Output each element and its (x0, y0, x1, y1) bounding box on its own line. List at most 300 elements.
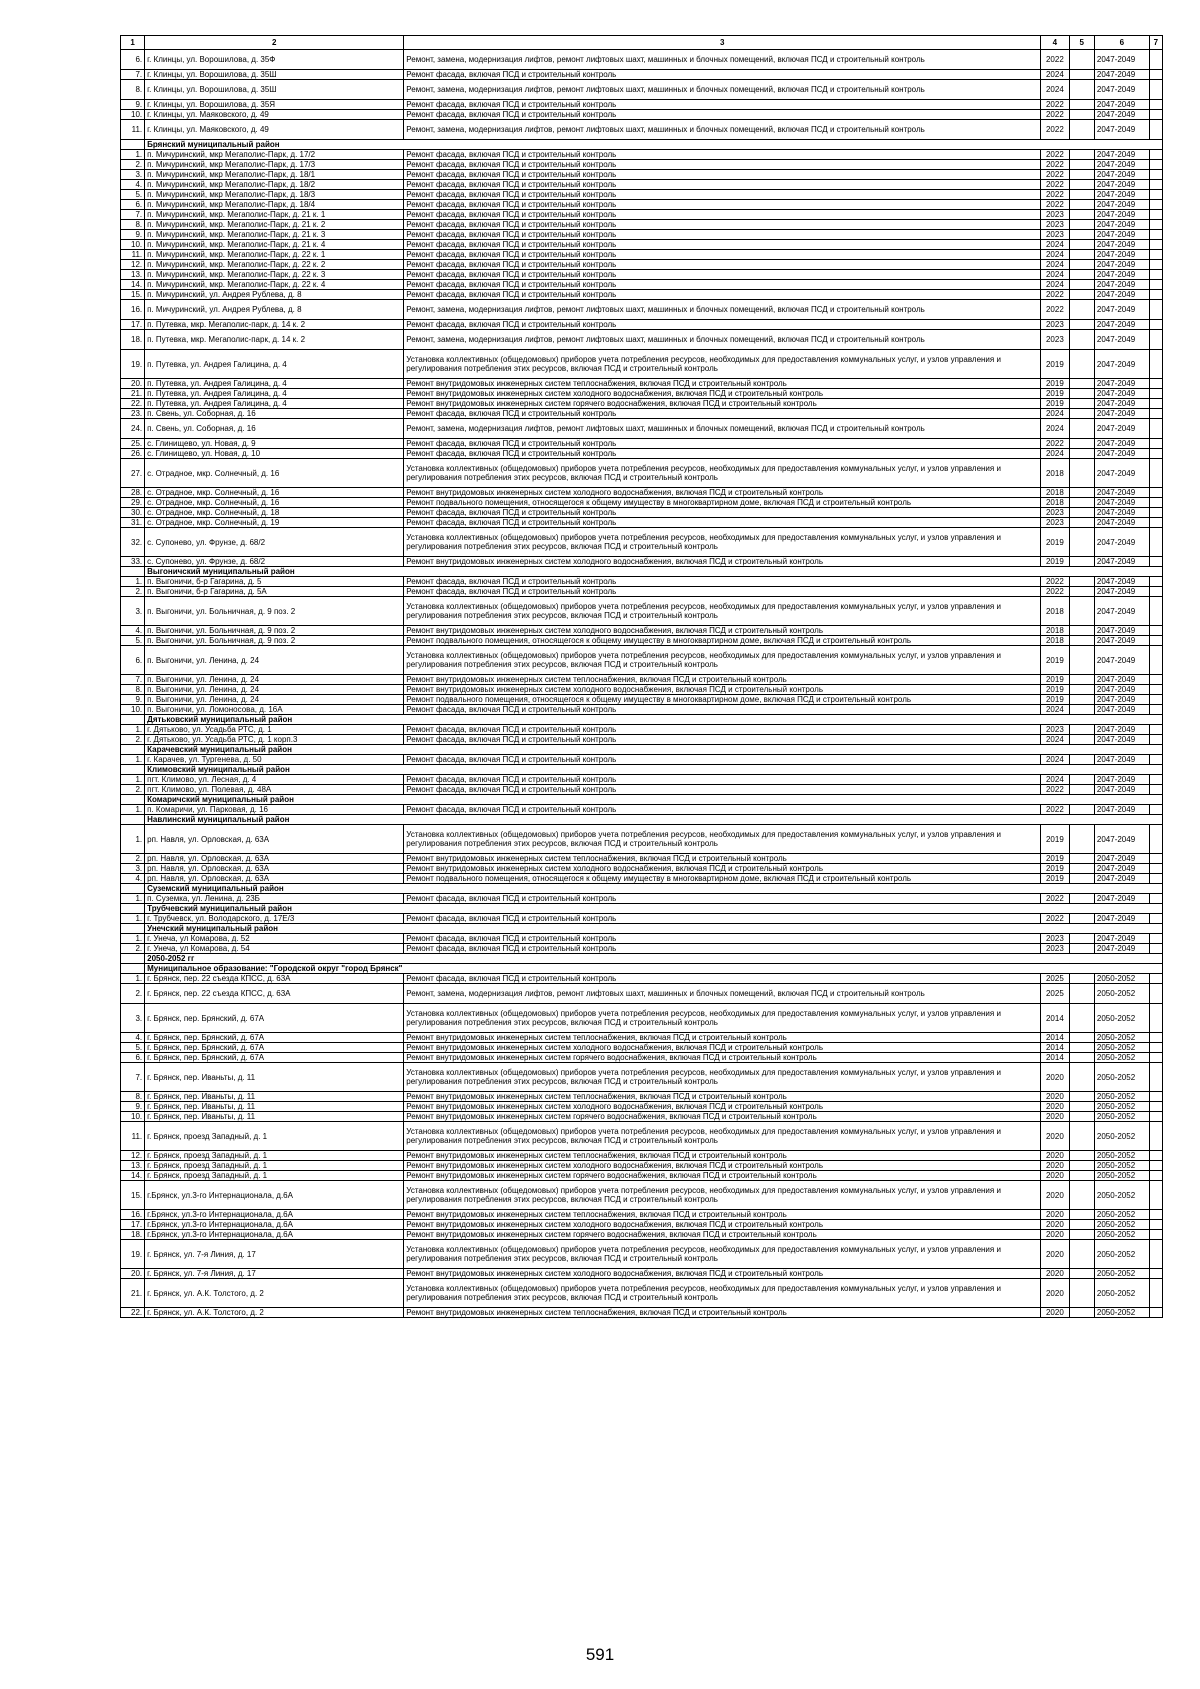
year-cell: 2018 (1041, 636, 1070, 646)
year-cell: 2019 (1041, 825, 1070, 854)
section-blank-cell (121, 765, 145, 775)
year-cell: 2023 (1041, 944, 1070, 954)
work-type-cell: Ремонт внутридомовых инженерных систем теплоснабжения, включая ПСД и строительный контроль (404, 675, 1041, 685)
blank-cell (1149, 439, 1162, 449)
blank-cell (1069, 200, 1094, 210)
blank-cell (1149, 220, 1162, 230)
section-row (121, 795, 1163, 805)
row-number: 5. (121, 1043, 145, 1053)
period-cell: 2047-2049 (1094, 854, 1149, 864)
row-number: 16. (121, 300, 145, 320)
period-cell: 2047-2049 (1094, 100, 1149, 110)
blank-cell (1149, 50, 1162, 70)
blank-cell (1149, 290, 1162, 300)
row-number: 21. (121, 1279, 145, 1308)
table-row (121, 1269, 1163, 1279)
address-cell: п. Мичуринский, ул. Андрея Рублева, д. 8 (145, 290, 404, 300)
work-type-cell: Ремонт фасада, включая ПСД и строительный контроль (404, 894, 1041, 904)
period-cell: 2047-2049 (1094, 518, 1149, 528)
address-cell: с. Супонево, ул. Фрунзе, д. 68/2 (145, 557, 404, 567)
work-type-cell: Ремонт внутридомовых инженерных систем холодного водоснабжения, включая ПСД и строительный контроль (404, 1161, 1041, 1171)
row-number: 3. (121, 597, 145, 626)
row-number: 21. (121, 389, 145, 399)
blank-cell (1069, 685, 1094, 695)
blank-cell (1149, 725, 1162, 735)
period-cell: 2047-2049 (1094, 110, 1149, 120)
period-cell: 2050-2052 (1094, 1230, 1149, 1240)
row-number: 1. (121, 914, 145, 924)
work-type-cell: Ремонт внутридомовых инженерных систем холодного водоснабжения, включая ПСД и строительный контроль (404, 488, 1041, 498)
year-cell: 2024 (1041, 755, 1070, 765)
table-row (121, 1279, 1163, 1308)
year-cell: 2024 (1041, 449, 1070, 459)
row-number: 14. (121, 1171, 145, 1181)
row-number: 19. (121, 1240, 145, 1269)
table-row (121, 379, 1163, 389)
year-cell: 2024 (1041, 240, 1070, 250)
row-number: 4. (121, 626, 145, 636)
period-cell: 2050-2052 (1094, 1210, 1149, 1220)
year-cell: 2019 (1041, 379, 1070, 389)
table-row (121, 626, 1163, 636)
year-cell: 2023 (1041, 934, 1070, 944)
year-cell: 2022 (1041, 110, 1070, 120)
address-cell: с. Отрадное, мкр. Солнечный, д. 16 (145, 488, 404, 498)
year-cell: 2024 (1041, 735, 1070, 745)
row-number: 6. (121, 1053, 145, 1063)
row-number: 5. (121, 636, 145, 646)
table-row (121, 70, 1163, 80)
blank-cell (1149, 518, 1162, 528)
row-number: 27. (121, 459, 145, 488)
year-cell: 2020 (1041, 1220, 1070, 1230)
blank-cell (1069, 439, 1094, 449)
row-number: 8. (121, 1092, 145, 1102)
blank-cell (1069, 170, 1094, 180)
section-row (121, 567, 1163, 577)
blank-cell (1069, 488, 1094, 498)
row-number: 18. (121, 330, 145, 350)
blank-cell (1069, 695, 1094, 705)
table-row (121, 685, 1163, 695)
table-row (121, 944, 1163, 954)
period-cell: 2047-2049 (1094, 914, 1149, 924)
row-number: 6. (121, 50, 145, 70)
year-cell: 2022 (1041, 120, 1070, 140)
work-type-cell: Ремонт внутридомовых инженерных систем горячего водоснабжения, включая ПСД и строительный контроль (404, 399, 1041, 409)
work-type-cell: Ремонт фасада, включая ПСД и строительный контроль (404, 974, 1041, 984)
blank-cell (1149, 1151, 1162, 1161)
table-row (121, 914, 1163, 924)
year-cell: 2022 (1041, 170, 1070, 180)
section-title: Унечский муниципальный район (145, 924, 1163, 934)
year-cell: 2024 (1041, 80, 1070, 100)
blank-cell (1069, 735, 1094, 745)
address-cell: г. Дятьково, ул. Усадьба РТС, д. 1 (145, 725, 404, 735)
period-cell: 2047-2049 (1094, 160, 1149, 170)
section-row (121, 884, 1163, 894)
period-cell: 2047-2049 (1094, 675, 1149, 685)
year-cell: 2024 (1041, 705, 1070, 715)
work-type-cell: Ремонт внутридомовых инженерных систем холодного водоснабжения, включая ПСД и строительный контроль (404, 389, 1041, 399)
blank-cell (1069, 1033, 1094, 1043)
row-number: 17. (121, 320, 145, 330)
blank-cell (1069, 854, 1094, 864)
blank-cell (1149, 528, 1162, 557)
blank-cell (1149, 854, 1162, 864)
blank-cell (1069, 825, 1094, 854)
blank-cell (1149, 100, 1162, 110)
blank-cell (1069, 1171, 1094, 1181)
table-row (121, 200, 1163, 210)
period-cell: 2047-2049 (1094, 587, 1149, 597)
table-row (121, 646, 1163, 675)
blank-cell (1149, 240, 1162, 250)
address-cell: г. Клинцы, ул. Ворошилова, д. 35Ш (145, 80, 404, 100)
address-cell: г. Клинцы, ул. Маяковского, д. 49 (145, 120, 404, 140)
period-cell: 2047-2049 (1094, 636, 1149, 646)
address-cell: п. Суземка, ул. Ленина, д. 23Б (145, 894, 404, 904)
period-cell: 2047-2049 (1094, 685, 1149, 695)
address-cell: с. Отрадное, мкр. Солнечный, д. 16 (145, 498, 404, 508)
address-cell: г.Брянск, ул.3-го Интернационала, д.6А (145, 1210, 404, 1220)
blank-cell (1069, 1004, 1094, 1033)
blank-cell (1069, 1151, 1094, 1161)
blank-cell (1069, 419, 1094, 439)
address-cell: г.Брянск, ул.3-го Интернационала, д.6А (145, 1230, 404, 1240)
table-row (121, 300, 1163, 320)
table-row (121, 50, 1163, 70)
year-cell: 2014 (1041, 1004, 1070, 1033)
address-cell: п. Мичуринский, ул. Андрея Рублева, д. 8 (145, 300, 404, 320)
period-cell: 2050-2052 (1094, 1112, 1149, 1122)
table-body (121, 50, 1163, 1318)
row-number: 2. (121, 735, 145, 745)
blank-cell (1069, 190, 1094, 200)
table-row (121, 894, 1163, 904)
blank-cell (1069, 1122, 1094, 1151)
blank-cell (1069, 775, 1094, 785)
blank-cell (1069, 230, 1094, 240)
blank-cell (1149, 557, 1162, 567)
address-cell: п. Выгоничи, б-р Гагарина, д. 5 (145, 577, 404, 587)
period-cell: 2047-2049 (1094, 894, 1149, 904)
work-type-cell: Ремонт фасада, включая ПСД и строительный контроль (404, 190, 1041, 200)
table-row (121, 974, 1163, 984)
table-row (121, 1151, 1163, 1161)
row-number: 15. (121, 1181, 145, 1210)
address-cell: рп. Навля, ул. Орловская, д. 63А (145, 864, 404, 874)
work-type-cell: Ремонт фасада, включая ПСД и строительный контроль (404, 439, 1041, 449)
table-row (121, 488, 1163, 498)
blank-cell (1069, 587, 1094, 597)
work-type-cell: Ремонт фасада, включая ПСД и строительный контроль (404, 725, 1041, 735)
table-row (121, 210, 1163, 220)
period-cell: 2047-2049 (1094, 350, 1149, 379)
year-cell: 2018 (1041, 498, 1070, 508)
header-col-1: 1 (121, 36, 145, 50)
address-cell: п. Мичуринский, мкр Мегаполис-Парк, д. 17/2 (145, 150, 404, 160)
year-cell: 2022 (1041, 150, 1070, 160)
address-cell: г. Брянск, пер. Брянский, д. 67А (145, 1004, 404, 1033)
year-cell: 2024 (1041, 775, 1070, 785)
blank-cell (1149, 170, 1162, 180)
row-number: 2. (121, 785, 145, 795)
row-number: 22. (121, 399, 145, 409)
year-cell: 2019 (1041, 854, 1070, 864)
period-cell: 2047-2049 (1094, 200, 1149, 210)
work-type-cell: Ремонт фасада, включая ПСД и строительный контроль (404, 70, 1041, 80)
blank-cell (1069, 180, 1094, 190)
table-row (121, 695, 1163, 705)
period-cell: 2047-2049 (1094, 735, 1149, 745)
address-cell: п. Выгоничи, ул. Ленина, д. 24 (145, 695, 404, 705)
address-cell: п. Свень, ул. Соборная, д. 16 (145, 409, 404, 419)
address-cell: с. Глинищево, ул. Новая, д. 10 (145, 449, 404, 459)
blank-cell (1149, 675, 1162, 685)
address-cell: п. Выгоничи, ул. Ленина, д. 24 (145, 646, 404, 675)
period-cell: 2047-2049 (1094, 280, 1149, 290)
table-row (121, 439, 1163, 449)
work-type-cell: Ремонт фасада, включая ПСД и строительный контроль (404, 210, 1041, 220)
blank-cell (1069, 1220, 1094, 1230)
address-cell: с. Супонево, ул. Фрунзе, д. 68/2 (145, 528, 404, 557)
table-row (121, 984, 1163, 1004)
address-cell: г. Унеча, ул Комарова, д. 52 (145, 934, 404, 944)
blank-cell (1149, 1102, 1162, 1112)
period-cell: 2047-2049 (1094, 508, 1149, 518)
period-cell: 2047-2049 (1094, 80, 1149, 100)
address-cell: г. Брянск, пер. 22 съезда КПСС, д. 63А (145, 984, 404, 1004)
address-cell: с. Отрадное, мкр. Солнечный, д. 18 (145, 508, 404, 518)
period-cell: 2047-2049 (1094, 419, 1149, 439)
work-type-cell: Ремонт внутридомовых инженерных систем холодного водоснабжения, включая ПСД и строительный контроль (404, 557, 1041, 567)
year-cell: 2024 (1041, 280, 1070, 290)
row-number: 1. (121, 825, 145, 854)
period-cell: 2050-2052 (1094, 1240, 1149, 1269)
blank-cell (1069, 1279, 1094, 1308)
work-type-cell: Ремонт фасада, включая ПСД и строительный контроль (404, 944, 1041, 954)
year-cell: 2022 (1041, 300, 1070, 320)
table-row (121, 735, 1163, 745)
period-cell: 2047-2049 (1094, 170, 1149, 180)
row-number: 10. (121, 1112, 145, 1122)
address-cell: п. Мичуринский, мкр Мегаполис-Парк, д. 18/3 (145, 190, 404, 200)
blank-cell (1069, 508, 1094, 518)
blank-cell (1149, 646, 1162, 675)
address-cell: г. Брянск, проезд Западный, д. 1 (145, 1151, 404, 1161)
work-type-cell: Ремонт внутридомовых инженерных систем горячего водоснабжения, включая ПСД и строительный контроль (404, 1171, 1041, 1181)
year-cell: 2022 (1041, 190, 1070, 200)
blank-cell (1149, 1279, 1162, 1308)
table-row (121, 449, 1163, 459)
address-cell: п. Свень, ул. Соборная, д. 16 (145, 419, 404, 439)
row-number: 7. (121, 1063, 145, 1092)
blank-cell (1069, 250, 1094, 260)
work-type-cell: Установка коллективных (общедомовых) приборов учета потребления ресурсов, необходимых для предоставления коммунальных услуг, и узлов управления и регулирования потребления этих ресурсов, включая ПСД и строительный контроль (404, 350, 1041, 379)
blank-cell (1149, 320, 1162, 330)
blank-cell (1149, 914, 1162, 924)
row-number: 1. (121, 974, 145, 984)
address-cell: пгт. Климово, ул. Лесная, д. 4 (145, 775, 404, 785)
work-type-cell: Ремонт фасада, включая ПСД и строительный контроль (404, 508, 1041, 518)
address-cell: рп. Навля, ул. Орловская, д. 63А (145, 825, 404, 854)
section-title: Навлинский муниципальный район (145, 815, 1163, 825)
period-cell: 2047-2049 (1094, 488, 1149, 498)
table-row (121, 260, 1163, 270)
period-cell: 2047-2049 (1094, 864, 1149, 874)
year-cell: 2022 (1041, 100, 1070, 110)
work-type-cell: Ремонт фасада, включая ПСД и строительный контроль (404, 735, 1041, 745)
blank-cell (1069, 1112, 1094, 1122)
blank-cell (1069, 220, 1094, 230)
address-cell: п. Путевка, мкр. Мегаполис-парк, д. 14 к. 2 (145, 320, 404, 330)
section-title: Муниципальное образование: "Городской округ "город Брянск" (145, 964, 1163, 974)
year-cell: 2023 (1041, 220, 1070, 230)
table-row (121, 1230, 1163, 1240)
period-cell: 2047-2049 (1094, 399, 1149, 409)
year-cell: 2023 (1041, 725, 1070, 735)
blank-cell (1149, 1092, 1162, 1102)
blank-cell (1069, 944, 1094, 954)
work-type-cell: Ремонт внутридомовых инженерных систем теплоснабжения, включая ПСД и строительный контроль (404, 1033, 1041, 1043)
work-type-cell: Ремонт, замена, модернизация лифтов, ремонт лифтовых шахт, машинных и блочных помещений, включая ПСД и строительный контроль (404, 300, 1041, 320)
work-type-cell: Ремонт фасада, включая ПСД и строительный контроль (404, 290, 1041, 300)
blank-cell (1149, 459, 1162, 488)
address-cell: рп. Навля, ул. Орловская, д. 63А (145, 874, 404, 884)
blank-cell (1069, 389, 1094, 399)
year-cell: 2024 (1041, 70, 1070, 80)
blank-cell (1069, 280, 1094, 290)
work-type-cell: Ремонт фасада, включая ПСД и строительный контроль (404, 180, 1041, 190)
period-cell: 2050-2052 (1094, 1308, 1149, 1318)
work-type-cell: Ремонт фасада, включая ПСД и строительный контроль (404, 270, 1041, 280)
table-row (121, 80, 1163, 100)
blank-cell (1149, 577, 1162, 587)
blank-cell (1149, 488, 1162, 498)
section-row (121, 964, 1163, 974)
blank-cell (1149, 1033, 1162, 1043)
year-cell: 2019 (1041, 864, 1070, 874)
table-row (121, 785, 1163, 795)
work-type-cell: Ремонт внутридомовых инженерных систем горячего водоснабжения, включая ПСД и строительный контроль (404, 1230, 1041, 1240)
blank-cell (1069, 459, 1094, 488)
blank-cell (1149, 1210, 1162, 1220)
table-row (121, 1063, 1163, 1092)
period-cell: 2050-2052 (1094, 1151, 1149, 1161)
blank-cell (1069, 974, 1094, 984)
work-type-cell: Ремонт фасада, включая ПСД и строительный контроль (404, 409, 1041, 419)
blank-cell (1149, 330, 1162, 350)
blank-cell (1149, 1181, 1162, 1210)
header-col-2: 2 (145, 36, 404, 50)
blank-cell (1149, 685, 1162, 695)
table-row (121, 110, 1163, 120)
address-cell: г. Клинцы, ул. Маяковского, д. 49 (145, 110, 404, 120)
blank-cell (1149, 785, 1162, 795)
blank-cell (1069, 518, 1094, 528)
table-row (121, 854, 1163, 864)
year-cell: 2023 (1041, 518, 1070, 528)
year-cell: 2023 (1041, 330, 1070, 350)
address-cell: п. Мичуринский, мкр Мегаполис-Парк, д. 17/3 (145, 160, 404, 170)
table-header (121, 36, 1163, 50)
work-type-cell: Установка коллективных (общедомовых) приборов учета потребления ресурсов, необходимых для предоставления коммунальных услуг, и узлов управления и регулирования потребления этих ресурсов, включая ПСД и строительный контроль (404, 1279, 1041, 1308)
table-row (121, 597, 1163, 626)
table-row (121, 270, 1163, 280)
row-number: 1. (121, 755, 145, 765)
work-type-cell: Ремонт фасада, включая ПСД и строительный контроль (404, 170, 1041, 180)
year-cell: 2023 (1041, 230, 1070, 240)
address-cell: п. Мичуринский, мкр. Мегаполис-Парк, д. 22 к. 2 (145, 260, 404, 270)
section-title: Климовский муниципальный район (145, 765, 1163, 775)
blank-cell (1069, 379, 1094, 389)
blank-cell (1149, 597, 1162, 626)
blank-cell (1149, 1122, 1162, 1151)
work-type-cell: Ремонт фасада, включая ПСД и строительный контроль (404, 914, 1041, 924)
work-type-cell: Ремонт фасада, включая ПСД и строительный контроль (404, 200, 1041, 210)
work-type-cell: Ремонт, замена, модернизация лифтов, ремонт лифтовых шахт, машинных и блочных помещений, включая ПСД и строительный контроль (404, 419, 1041, 439)
table-row (121, 1112, 1163, 1122)
address-cell: п. Путевка, ул. Андрея Галицина, д. 4 (145, 350, 404, 379)
table-row (121, 587, 1163, 597)
section-blank-cell (121, 954, 145, 964)
table-row (121, 240, 1163, 250)
row-number: 9. (121, 695, 145, 705)
blank-cell (1149, 735, 1162, 745)
year-cell: 2023 (1041, 320, 1070, 330)
work-type-cell: Ремонт фасада, включая ПСД и строительный контроль (404, 785, 1041, 795)
table-row (121, 290, 1163, 300)
year-cell: 2023 (1041, 508, 1070, 518)
blank-cell (1149, 270, 1162, 280)
address-cell: п. Мичуринский, мкр. Мегаполис-Парк, д. 22 к. 3 (145, 270, 404, 280)
row-number: 8. (121, 80, 145, 100)
blank-cell (1149, 160, 1162, 170)
blank-cell (1149, 1269, 1162, 1279)
period-cell: 2047-2049 (1094, 180, 1149, 190)
year-cell: 2024 (1041, 419, 1070, 439)
blank-cell (1149, 874, 1162, 884)
year-cell: 2022 (1041, 805, 1070, 815)
blank-cell (1069, 70, 1094, 80)
work-type-cell: Ремонт подвального помещения, относящегося к общему имуществу в многоквартирном доме, включая ПСД и строительный контроль (404, 874, 1041, 884)
address-cell: п. Мичуринский, мкр. Мегаполис-Парк, д. 22 к. 1 (145, 250, 404, 260)
blank-cell (1149, 180, 1162, 190)
row-number: 1. (121, 725, 145, 735)
year-cell: 2018 (1041, 459, 1070, 488)
blank-cell (1069, 597, 1094, 626)
address-cell: п. Выгоничи, ул. Ленина, д. 24 (145, 675, 404, 685)
period-cell: 2047-2049 (1094, 825, 1149, 854)
blank-cell (1069, 874, 1094, 884)
header-col-7: 7 (1149, 36, 1162, 50)
address-cell: п. Выгоничи, ул. Больничная, д. 9 поз. 2 (145, 597, 404, 626)
blank-cell (1069, 100, 1094, 110)
work-type-cell: Ремонт внутридомовых инженерных систем холодного водоснабжения, включая ПСД и строительный контроль (404, 1102, 1041, 1112)
year-cell: 2014 (1041, 1033, 1070, 1043)
period-cell: 2047-2049 (1094, 459, 1149, 488)
table-row (121, 518, 1163, 528)
period-cell: 2050-2052 (1094, 1004, 1149, 1033)
table-row (121, 874, 1163, 884)
table-row (121, 120, 1163, 140)
period-cell: 2047-2049 (1094, 626, 1149, 636)
row-number: 11. (121, 120, 145, 140)
table-row (121, 1122, 1163, 1151)
address-cell: п. Мичуринский, мкр. Мегаполис-Парк, д. 21 к. 4 (145, 240, 404, 250)
row-number: 3. (121, 864, 145, 874)
